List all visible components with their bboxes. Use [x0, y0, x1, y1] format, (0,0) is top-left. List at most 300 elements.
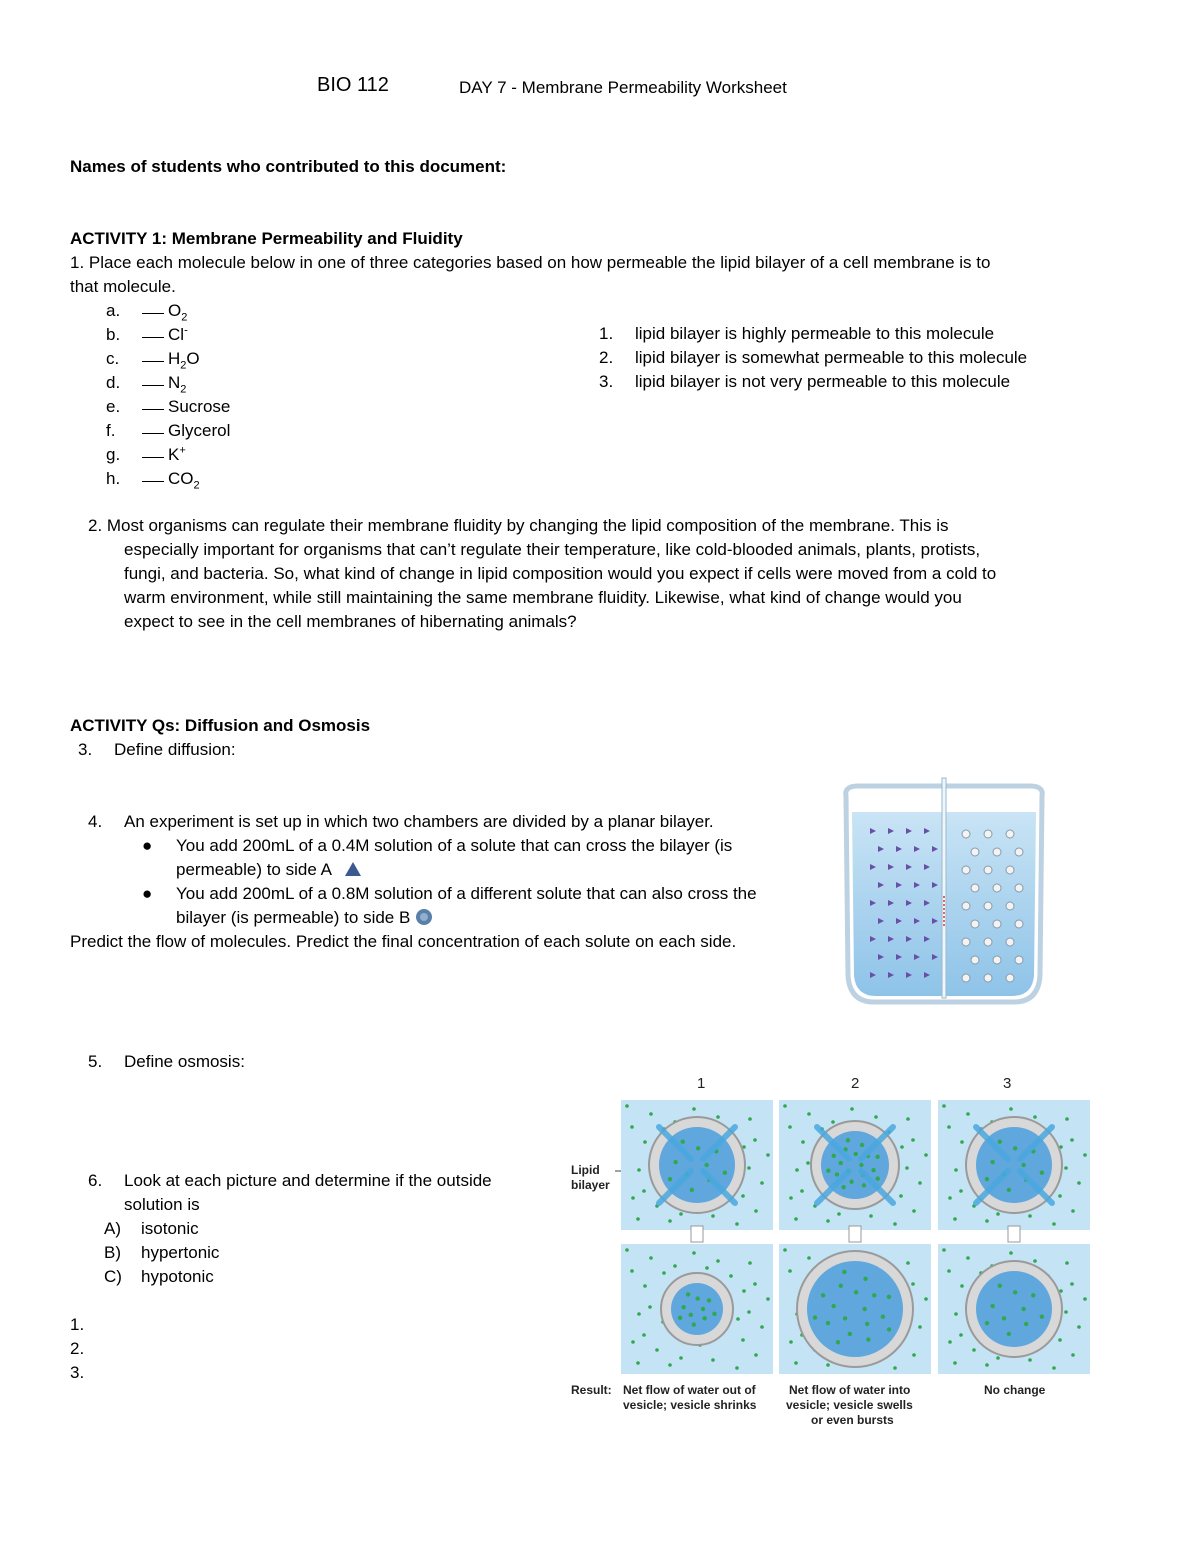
solute-dot	[887, 1295, 891, 1299]
q2-line: 2. Most organisms can regulate their membrane fluidity by changing the lipid composition of the membrane. This is	[88, 516, 949, 535]
solute-dot	[836, 1340, 840, 1344]
molecule-item	[142, 419, 230, 443]
solute-dot	[1040, 1315, 1044, 1319]
answer-blank[interactable]	[142, 481, 164, 482]
solute-dot	[702, 1316, 706, 1320]
page-title: DAY 7 - Membrane Permeability Worksheet	[459, 78, 787, 97]
solute-dot	[876, 1176, 880, 1180]
solute-dot	[736, 1317, 740, 1321]
option-text: isotonic	[141, 1219, 199, 1238]
solute-dot	[831, 1120, 835, 1124]
solute-dot	[839, 1161, 843, 1165]
solute-dot	[948, 1196, 952, 1200]
molecule-subscript: 2	[180, 359, 187, 372]
solute-dot	[1071, 1209, 1075, 1213]
result-text: No change	[984, 1383, 1046, 1397]
solute-dot	[707, 1298, 711, 1302]
solute-dot	[1028, 1214, 1032, 1218]
solute-dot	[754, 1209, 758, 1213]
solute-dot	[643, 1140, 647, 1144]
molecule-name: CO	[168, 469, 194, 488]
option-letter: B)	[104, 1243, 121, 1262]
solute-dot	[871, 1168, 875, 1172]
solute-dot	[673, 1160, 677, 1164]
solute-dot	[993, 848, 1001, 856]
solute-dot	[794, 1361, 798, 1365]
bullet2-text: You add 200mL of a 0.8M solution of a different solute that can also cross the	[176, 884, 757, 903]
solute-dot	[850, 1107, 854, 1111]
solute-dot	[906, 1261, 910, 1265]
solute-dot	[1083, 1297, 1087, 1301]
down-arrow-icon	[849, 1226, 861, 1242]
solute-dot	[1009, 1251, 1013, 1255]
solute-dot	[862, 1183, 866, 1187]
solute-dot	[849, 1179, 853, 1183]
solute-dot	[854, 1152, 858, 1156]
molecule-item	[142, 395, 230, 419]
molecule-item	[142, 299, 187, 323]
solute-dot	[1015, 884, 1023, 892]
solute-dot	[766, 1297, 770, 1301]
solute-dot	[807, 1256, 811, 1260]
solute-dot	[625, 1104, 629, 1108]
solute-dot	[800, 1189, 804, 1193]
solute-dot	[747, 1310, 751, 1314]
option-letter: A)	[104, 1219, 121, 1238]
solute-dot	[668, 1177, 672, 1181]
category-text: lipid bilayer is highly permeable to this molecule	[635, 324, 995, 343]
solute-dot	[789, 1196, 793, 1200]
solute-dot	[985, 1363, 989, 1367]
solute-dot	[1052, 1366, 1056, 1370]
vesicle-interior	[671, 1283, 723, 1335]
solute-dot	[689, 1313, 693, 1317]
solute-dot	[1033, 1115, 1037, 1119]
molecule-item	[142, 371, 186, 395]
solute-dot	[954, 1312, 958, 1316]
molecule-name: O	[168, 301, 182, 320]
solute-dot	[984, 830, 992, 838]
solute-dot	[696, 1296, 700, 1300]
solute-dot	[912, 1209, 916, 1213]
molecule-letter: f.	[106, 421, 116, 440]
solute-dot	[990, 1160, 994, 1164]
solute-dot	[1077, 1325, 1081, 1329]
solute-dot	[893, 1366, 897, 1370]
solute-dot	[813, 1315, 817, 1319]
solute-dot	[735, 1222, 739, 1226]
q1-text-cont: that molecule.	[70, 277, 176, 296]
activity-qs-heading: ACTIVITY Qs: Diffusion and Osmosis	[70, 716, 371, 735]
solute-dot	[789, 1340, 793, 1344]
solute-dot	[984, 938, 992, 946]
solute-dot	[630, 1269, 634, 1273]
osmosis-figure	[565, 1068, 1100, 1438]
vesicle-interior	[807, 1261, 903, 1357]
solute-dot	[742, 1289, 746, 1293]
molecule-item	[142, 323, 188, 347]
solute-dot	[990, 1304, 994, 1308]
course-code: BIO 112	[317, 74, 389, 96]
answer-blank[interactable]	[142, 433, 164, 434]
solute-dot	[942, 1248, 946, 1252]
solute-dot	[712, 1312, 716, 1316]
answer-blank[interactable]	[142, 313, 164, 314]
solute-dot	[795, 1168, 799, 1172]
category-number: 2.	[599, 348, 614, 367]
solute-dot	[1007, 1188, 1011, 1192]
solute-dot	[942, 1104, 946, 1108]
solute-dot	[947, 1269, 951, 1273]
solute-dot	[1065, 1117, 1069, 1121]
solute-dot	[1065, 1261, 1069, 1265]
solute-dot	[794, 1217, 798, 1221]
category-number: 3.	[599, 372, 614, 391]
solute-dot	[918, 1181, 922, 1185]
solute-dot	[966, 1112, 970, 1116]
solute-dot	[826, 1219, 830, 1223]
solute-dot	[918, 1325, 922, 1329]
solute-dot	[760, 1325, 764, 1329]
answer-blank[interactable]	[142, 385, 164, 386]
solute-dot	[900, 1145, 904, 1149]
molecule-letter: a.	[106, 301, 121, 320]
answer-number[interactable]: 3.	[70, 1363, 85, 1382]
solute-dot	[1064, 1166, 1068, 1170]
molecule-name: Sucrose	[168, 397, 231, 416]
solute-dot	[962, 866, 970, 874]
solute-dot	[692, 1251, 696, 1255]
molecule-name-tail: O	[186, 349, 200, 368]
solute-dot	[711, 1214, 715, 1218]
solute-dot	[996, 1212, 1000, 1216]
q2-line: especially important for organisms that can’t regulate their temperature, like cold-blooded animals, plants, protists,	[124, 540, 981, 559]
molecule-letter: b.	[106, 325, 121, 344]
solute-dot	[637, 1168, 641, 1172]
solute-dot	[1006, 902, 1014, 910]
category-text: lipid bilayer is somewhat permeable to this molecule	[635, 348, 1028, 367]
solute-dot	[1070, 1282, 1074, 1286]
solute-dot	[649, 1112, 653, 1116]
solute-dot	[993, 956, 1001, 964]
solute-dot	[705, 1266, 709, 1270]
q3-text: Define diffusion:	[114, 740, 236, 759]
option-letter: C)	[104, 1267, 122, 1286]
solute-dot	[642, 1189, 646, 1193]
solute-dot	[912, 1353, 916, 1357]
solute-dot	[954, 1168, 958, 1172]
circle-solute-icon	[415, 908, 433, 926]
solute-dot	[831, 1304, 835, 1308]
solute-dot	[668, 1219, 672, 1223]
solute-dot	[642, 1333, 646, 1337]
solute-dot	[872, 1293, 876, 1297]
solute-dot	[1083, 1153, 1087, 1157]
solute-dot	[754, 1353, 758, 1357]
solute-dot	[848, 1332, 852, 1336]
solute-dot	[846, 1138, 850, 1142]
solute-dot	[826, 1363, 830, 1367]
solute-dot	[748, 1261, 752, 1265]
solute-dot	[716, 1115, 720, 1119]
solute-dot	[1021, 1307, 1025, 1311]
solute-dot	[843, 1316, 847, 1320]
solute-dot	[1033, 1259, 1037, 1263]
solute-dot	[874, 1115, 878, 1119]
solute-dot	[729, 1274, 733, 1278]
answer-blank[interactable]	[142, 457, 164, 458]
answer-blank[interactable]	[142, 361, 164, 362]
beaker-diagram	[838, 776, 1050, 1008]
solute-dot	[1040, 1171, 1044, 1175]
solute-dot	[1006, 974, 1014, 982]
solute-dot	[753, 1138, 757, 1142]
solute-dot	[631, 1340, 635, 1344]
solute-dot	[971, 956, 979, 964]
molecule-name: Glycerol	[168, 421, 231, 440]
solute-dot	[962, 974, 970, 982]
solute-dot	[630, 1125, 634, 1129]
solute-dot	[984, 974, 992, 982]
solute-dot	[1071, 1353, 1075, 1357]
solute-dot	[960, 1284, 964, 1288]
solute-dot	[1058, 1338, 1062, 1342]
molecule-subscript: 2	[180, 383, 187, 396]
solute-dot	[783, 1104, 787, 1108]
molecule-letter: c.	[106, 349, 120, 368]
solute-dot	[1002, 1316, 1006, 1320]
solute-dot	[1015, 848, 1023, 856]
solute-dot	[962, 830, 970, 838]
solute-dot	[1006, 938, 1014, 946]
bullet2-text-cont: bilayer (is permeable) to side B	[176, 906, 433, 930]
solute-dot	[881, 1315, 885, 1319]
molecule-item	[142, 443, 186, 467]
down-arrow-icon	[1008, 1226, 1020, 1242]
lipid-label: bilayer	[571, 1178, 610, 1192]
solute-dot	[911, 1282, 915, 1286]
solute-dot	[996, 1356, 1000, 1360]
solute-dot	[1052, 1222, 1056, 1226]
solute-dot	[906, 1117, 910, 1121]
solute-dot	[863, 1277, 867, 1281]
solute-dot	[681, 1305, 685, 1309]
solute-dot	[905, 1166, 909, 1170]
solute-dot	[985, 1177, 989, 1181]
solute-dot	[716, 1259, 720, 1263]
solute-dot	[1006, 866, 1014, 874]
solute-dot	[783, 1248, 787, 1252]
solute-dot	[893, 1222, 897, 1226]
solute-dot	[869, 1214, 873, 1218]
result-text: or even bursts	[811, 1413, 894, 1427]
molecule-superscript: -	[184, 324, 188, 337]
lipid-label: Lipid	[571, 1163, 600, 1177]
result-text: vesicle; vesicle swells	[786, 1398, 913, 1412]
molecule-name: N	[168, 373, 181, 392]
down-arrow-icon	[691, 1226, 703, 1242]
solute-dot	[860, 1143, 864, 1147]
solute-dot	[692, 1107, 696, 1111]
solute-dot	[704, 1163, 708, 1167]
solute-dot	[636, 1361, 640, 1365]
solute-dot	[854, 1290, 858, 1294]
solute-dot	[972, 1348, 976, 1352]
solute-dot	[984, 902, 992, 910]
solute-dot	[648, 1305, 652, 1309]
activity1-heading: ACTIVITY 1: Membrane Permeability and Fluidity	[70, 229, 463, 248]
solute-dot	[1021, 1163, 1025, 1167]
option-text: hypotonic	[141, 1267, 214, 1286]
solute-dot	[637, 1312, 641, 1316]
solute-dot	[1077, 1181, 1081, 1185]
solute-dot	[678, 1316, 682, 1320]
vesicle-interior	[976, 1271, 1052, 1347]
solute-dot	[953, 1361, 957, 1365]
molecule-item	[142, 467, 200, 491]
solute-dot	[875, 1155, 879, 1159]
solute-dot	[911, 1138, 915, 1142]
option-text: hypertonic	[141, 1243, 220, 1262]
result-text: vesicle; vesicle shrinks	[623, 1398, 757, 1412]
q5-number: 5.	[88, 1052, 103, 1071]
solute-dot	[993, 920, 1001, 928]
bullet1-text-cont: permeable) to side A	[176, 858, 362, 882]
solute-dot	[636, 1217, 640, 1221]
solute-dot	[985, 1219, 989, 1223]
molecule-letter: e.	[106, 397, 121, 416]
solute-dot	[948, 1340, 952, 1344]
solute-dot	[662, 1271, 666, 1275]
solute-dot	[998, 1284, 1002, 1288]
solute-dot	[841, 1185, 845, 1189]
solute-dot	[998, 1140, 1002, 1144]
q6-number: 6.	[88, 1171, 103, 1190]
names-label: Names of students who contributed to this document:	[70, 157, 507, 176]
q4-number: 4.	[88, 812, 103, 831]
panel-number: 2	[851, 1075, 860, 1092]
solute-dot	[723, 1171, 727, 1175]
panel-number: 3	[1003, 1075, 1012, 1092]
molecule-name: Cl	[168, 325, 185, 344]
solute-dot	[1024, 1322, 1028, 1326]
solute-dot	[711, 1358, 715, 1362]
solute-dot	[806, 1161, 810, 1165]
predict-text: Predict the flow of molecules. Predict the final concentration of each solute on each side.	[70, 932, 737, 951]
solute-dot	[649, 1256, 653, 1260]
solute-dot	[788, 1269, 792, 1273]
answer-number[interactable]: 2.	[70, 1339, 85, 1358]
molecule-item	[142, 347, 200, 371]
category-number: 1.	[599, 324, 614, 343]
solute-dot	[1015, 956, 1023, 964]
solute-dot	[865, 1322, 869, 1326]
solute-dot	[832, 1154, 836, 1158]
solute-dot	[839, 1284, 843, 1288]
solute-dot	[801, 1140, 805, 1144]
solute-dot	[681, 1140, 685, 1144]
solute-dot	[862, 1307, 866, 1311]
solute-dot	[842, 1270, 846, 1274]
bullet-icon: ●	[142, 884, 153, 903]
solute-dot	[960, 1140, 964, 1144]
solute-dot	[668, 1363, 672, 1367]
solute-dot	[971, 884, 979, 892]
answer-blank[interactable]	[142, 409, 164, 410]
solute-dot	[747, 1166, 751, 1170]
q2-line: fungi, and bacteria. So, what kind of change in lipid composition would you expect if cells were moved from a cold to	[124, 564, 997, 583]
solute-dot	[866, 1337, 870, 1341]
solute-dot	[673, 1264, 677, 1268]
solute-dot	[959, 1189, 963, 1193]
answer-number[interactable]: 1.	[70, 1315, 85, 1334]
molecule-superscript: +	[179, 444, 186, 457]
q5-text: Define osmosis:	[124, 1052, 245, 1071]
q4-text: An experiment is set up in which two chambers are divided by a planar bilayer.	[124, 812, 714, 831]
solute-dot	[679, 1212, 683, 1216]
solute-dot	[1007, 1332, 1011, 1336]
solute-dot	[655, 1348, 659, 1352]
solute-dot	[962, 902, 970, 910]
solute-dot	[1015, 920, 1023, 928]
solute-dot	[984, 866, 992, 874]
solute-dot	[686, 1292, 690, 1296]
solute-dot	[924, 1153, 928, 1157]
solute-dot	[631, 1196, 635, 1200]
bullet1-text: You add 200mL of a 0.4M solution of a solute that can cross the bilayer (is	[176, 836, 733, 855]
molecule-name: H	[168, 349, 181, 368]
result-label: Result:	[571, 1383, 612, 1397]
molecule-letter: h.	[106, 469, 121, 488]
bullet-icon: ●	[142, 836, 153, 855]
solute-dot	[741, 1194, 745, 1198]
solute-dot	[788, 1125, 792, 1129]
solute-dot	[1031, 1293, 1035, 1297]
q6-text-cont: solution is	[124, 1195, 200, 1214]
solute-dot	[924, 1297, 928, 1301]
solute-dot	[1058, 1194, 1062, 1198]
solute-dot	[1009, 1107, 1013, 1111]
solute-dot	[821, 1293, 825, 1297]
result-text: Net flow of water out of	[623, 1383, 756, 1397]
solute-dot	[966, 1256, 970, 1260]
molecule-subscript: 2	[193, 479, 200, 492]
solute-dot	[947, 1125, 951, 1129]
q2-line: expect to see in the cell membranes of hibernating animals?	[124, 612, 577, 631]
solute-dot	[962, 938, 970, 946]
solute-dot	[625, 1248, 629, 1252]
solute-dot	[993, 884, 1001, 892]
solute-dot	[690, 1188, 694, 1192]
solute-dot	[899, 1194, 903, 1198]
solute-dot	[985, 1321, 989, 1325]
solute-dot	[953, 1217, 957, 1221]
solute-dot	[959, 1333, 963, 1337]
triangle-solute-icon	[344, 861, 362, 877]
solute-dot	[679, 1356, 683, 1360]
q3-number: 3.	[78, 740, 93, 759]
answer-blank[interactable]	[142, 337, 164, 338]
solute-dot	[760, 1181, 764, 1185]
solute-dot	[692, 1322, 696, 1326]
solute-dot	[826, 1321, 830, 1325]
solute-dot	[1028, 1358, 1032, 1362]
solute-dot	[696, 1146, 700, 1150]
solute-dot	[971, 920, 979, 928]
result-text: Net flow of water into	[789, 1383, 911, 1397]
solute-dot	[971, 848, 979, 856]
solute-dot	[837, 1212, 841, 1216]
